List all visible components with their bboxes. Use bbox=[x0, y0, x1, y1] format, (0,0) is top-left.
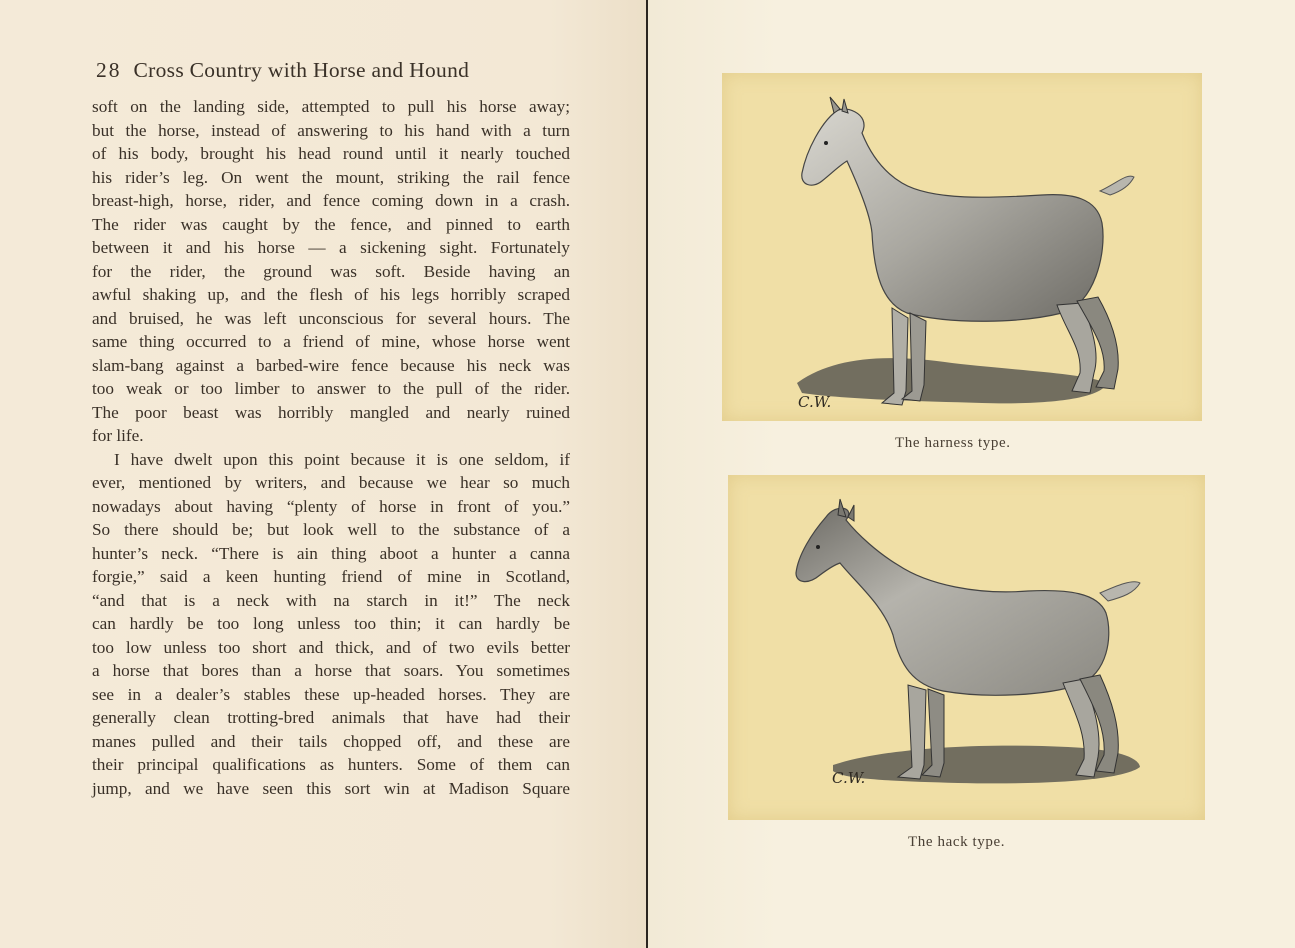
text-line: So there should be; but look well to the substance of a bbox=[92, 520, 570, 539]
artist-signature: C.W. bbox=[832, 769, 866, 787]
text-line: breast-high, horse, rider, and fence coming down in a crash. bbox=[92, 191, 570, 210]
running-title: Cross Country with Horse and Hound bbox=[133, 58, 470, 82]
text-line: too weak or too limber to answer to the pull of the rider. bbox=[92, 379, 570, 398]
plate-hack-type bbox=[728, 475, 1205, 820]
harness-horse-illustration bbox=[722, 73, 1202, 421]
text-line: “and that is a neck with na starch in it!” The neck bbox=[92, 590, 570, 610]
text-line: too low unless too short and thick, and of two evils better bbox=[92, 637, 570, 657]
text-line: awful shaking up, and the flesh of his legs horribly scraped bbox=[92, 285, 570, 304]
text-line: but the horse, instead of answering to his hand with a turn bbox=[92, 120, 570, 140]
text-line: ever, mentioned by writers, and because we hear so much bbox=[92, 473, 570, 492]
text-line: The poor beast was horribly mangled and nearly ruined bbox=[92, 402, 570, 422]
text-line: see in a dealer’s stables these up-headed horses. They are bbox=[92, 684, 570, 704]
text-line: hunter’s neck. “There is ain thing aboot a hunter a canna bbox=[92, 543, 570, 563]
text-line: manes pulled and their tails chopped off, and these are bbox=[92, 731, 570, 751]
text-line: The rider was caught by the fence, and pinned to earth bbox=[92, 214, 570, 234]
left-page bbox=[0, 0, 646, 948]
text-line: nowadays about having “plenty of horse in front of you.” bbox=[92, 496, 570, 516]
text-line: jump, and we have seen this sort win at Madison Square bbox=[92, 778, 570, 798]
artist-signature: C.W. bbox=[798, 393, 832, 411]
text-line: for life. bbox=[92, 426, 144, 445]
text-line: forgie,” said a keen hunting friend of mine in Scotland, bbox=[92, 567, 570, 586]
plate-harness-type bbox=[722, 73, 1202, 421]
text-line: same thing occurred to a friend of mine, whose horse went bbox=[92, 332, 570, 351]
text-line: I have dwelt upon this point because it is one seldom, if bbox=[114, 449, 570, 469]
text-line: can hardly be too long unless too thin; it can hardly be bbox=[92, 614, 570, 633]
text-line: his rider’s leg. On went the mount, striking the rail fence bbox=[92, 167, 570, 187]
running-head bbox=[96, 58, 576, 83]
text-line: a horse that bores than a horse that soars. You sometimes bbox=[92, 661, 570, 680]
hack-horse-illustration bbox=[728, 475, 1205, 820]
text-line: slam-bang against a barbed-wire fence because his neck was bbox=[92, 355, 570, 375]
page-number: 28 bbox=[96, 58, 122, 82]
text-line: their principal qualifications as hunters. Some of them can bbox=[92, 755, 570, 774]
body-text bbox=[92, 95, 570, 800]
text-line: soft on the landing side, attempted to pull his horse away; bbox=[92, 97, 570, 116]
text-line: generally clean trotting-bred animals that have had their bbox=[92, 708, 570, 727]
text-line: of his body, brought his head round until it nearly touched bbox=[92, 144, 570, 163]
text-line: and bruised, he was left unconscious for several hours. The bbox=[92, 308, 570, 328]
caption-harness-type: The harness type. bbox=[895, 435, 1011, 451]
text-line: between it and his horse — a sickening sight. Fortunately bbox=[92, 238, 570, 257]
caption-hack-type: The hack type. bbox=[908, 834, 1006, 850]
text-line: for the rider, the ground was soft. Beside having an bbox=[92, 261, 570, 281]
